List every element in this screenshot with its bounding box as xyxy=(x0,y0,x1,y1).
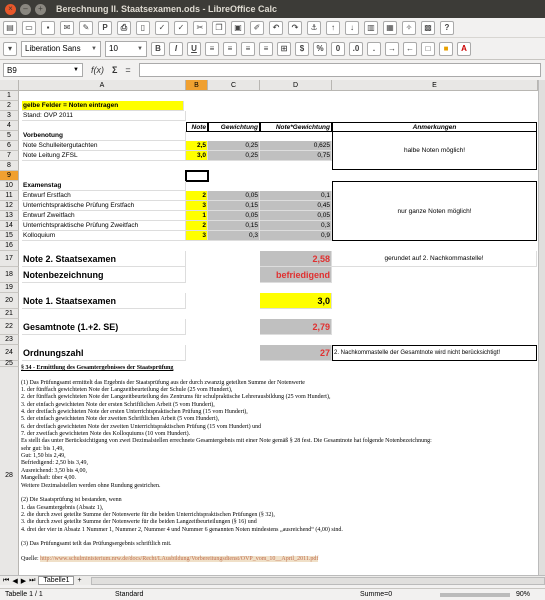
prev-sheet-icon[interactable]: ◀ xyxy=(12,577,18,585)
sheet-tab-tabelle1[interactable]: Tabelle1 xyxy=(38,576,74,585)
select-all-corner[interactable] xyxy=(0,80,19,91)
cell-a11[interactable]: Entwurf Erstfach xyxy=(22,191,186,201)
chevron-down-icon: ▼ xyxy=(73,67,79,73)
row-header-19[interactable]: 19 xyxy=(0,283,19,293)
cell-a13[interactable]: Entwurf Zweitfach xyxy=(22,211,186,221)
cell-a12[interactable]: Unterrichtspraktische Prüfung Erstfach xyxy=(22,201,186,211)
chart-icon[interactable]: ▥ xyxy=(364,21,378,35)
cell-reference: B9 xyxy=(7,65,17,75)
copy-icon[interactable]: ❐ xyxy=(212,21,226,35)
chevron-down-icon: ▼ xyxy=(91,45,97,52)
sheet-tab-bar xyxy=(0,575,545,585)
cell-a2[interactable]: gelbe Felder = Noten eintragen xyxy=(22,101,184,111)
cell-c12[interactable]: 0,15 xyxy=(208,201,260,211)
cell-e5-e8[interactable]: halbe Noten möglich! xyxy=(332,132,537,170)
align-center-icon[interactable]: ≡ xyxy=(223,42,237,56)
cell-c14[interactable]: 0,15 xyxy=(208,221,260,231)
edit-file-icon[interactable]: ✎ xyxy=(79,21,93,35)
function-wizard-icon[interactable]: f(x) xyxy=(91,65,104,75)
row-header-4[interactable]: 4 xyxy=(0,121,19,131)
column-header-d[interactable]: D xyxy=(260,80,332,91)
cell-b14[interactable]: 2 xyxy=(186,221,208,231)
cell-c11[interactable]: 0,05 xyxy=(208,191,260,201)
bold-icon[interactable]: B xyxy=(151,42,165,56)
hyperlink-icon[interactable]: ⚓ xyxy=(307,21,321,35)
row-header-15[interactable]: 15 xyxy=(0,231,19,241)
italic-icon[interactable]: I xyxy=(169,42,183,56)
cell-a3[interactable]: Stand: OVP 2011 xyxy=(22,111,186,121)
cut-icon[interactable]: ✂ xyxy=(193,21,207,35)
export-pdf-icon[interactable]: P xyxy=(98,21,112,35)
number-format-icon[interactable]: 0 xyxy=(331,42,345,56)
row-header-20[interactable]: 20 xyxy=(0,293,19,309)
outdent-icon[interactable]: ← xyxy=(403,42,417,56)
column-header-c[interactable]: C xyxy=(208,80,260,91)
row-header-8[interactable]: 8 xyxy=(0,161,19,171)
cell-c6[interactable]: 0,25 xyxy=(208,141,260,151)
cell-a14[interactable]: Unterrichtspraktische Prüfung Zweitfach xyxy=(22,221,186,231)
name-box[interactable] xyxy=(3,63,83,77)
new-document-icon[interactable]: ▤ xyxy=(3,21,17,35)
cell-a7[interactable]: Note Leitung ZFSL xyxy=(22,151,186,161)
borders-icon[interactable]: □ xyxy=(421,42,435,56)
cell-d12[interactable]: 0,45 xyxy=(260,201,332,211)
align-left-icon[interactable]: ≡ xyxy=(205,42,219,56)
row-header-16[interactable]: 16 xyxy=(0,241,19,251)
legal-paragraphs: (1) Das Prüfungsamt ermittelt das Ergebnis der Staatsprüfung aus der durch zwanzig geteilten Summe der Notenwerte 1. der fünffach gewichteten Note der Langzeitbeurteilung der Schule (25 vom Hundert), 2. der fünffach gewichteten Note der Langzeitbeurteilung des Zentrums für schulpraktische Lehrerausbildung (25 vom Hundert), 3. der einfach gewichteten Note der ersten Schriftlichen Arbeit (5 vom Hundert), 4. der dreifach gewichteten Note der ersten Unterrichtspraktischen Prüfung (15 vom Hundert), 5. der einfach gewichteten Note der zweiten Schriftlichen Arbeit (5 vom Hundert), 6. der dreifach gewichteten Note der zweiten Unterrichtspraktischen Prüfung (15 vom Hundert) und 7. der zweifach gewichteten Note des Kolloquiums (10 vom Hundert). Es stellt das unter Berücksichtigung von zwei Dezimalstellen errechnete Gesamtergebnis mit einer Note gemäß § 28 fest. Die Gesamtnote hat folgende Notenbezeichnung: sehr gut: bis 1,49, Gut: 1,50 bis 2,49, Befriedigend: 2,50 bis 3,49, Ausreichend: 3,50 bis 4,00, Mangelhaft: über 4,00. Weitere Dezimalstellen werden ohne Rundung gestrichen. (2) Die Staatsprüfung ist bestanden, wenn 1. das Gesamtergebnis (Absatz 1), 2. die durch zwei geteilte Summe der Notenwerte für die beiden Unterrichtspraktischen Prüfungen (§ 32), 3. die durch zwei geteilte Summe der Notenwerte für die beiden Langzeitbeurteilungen (§ 16) und 4. drei der vier in Absatz 1 Nummer 1, Nummer 2, Nummer 4 und Nummer 6 genannten Noten mindestens „ausreichend“ (4,00) sind. (3) Das Prüfungsamt teilt das Prüfungsergebnis schriftlich mit. xyxy=(21,379,432,548)
formula-input[interactable] xyxy=(139,63,541,77)
row-header-9[interactable]: 9 xyxy=(0,171,19,181)
sort-descending-icon[interactable]: ↓ xyxy=(345,21,359,35)
spreadsheet-grid[interactable] xyxy=(0,80,538,585)
row-header-14[interactable]: 14 xyxy=(0,221,19,231)
source-link[interactable]: http://www.schulministerium.nrw.de/docs/Recht/LAusbildung/Vorbereitungsdienst/OVP_vom_10__April_2011.pdf xyxy=(40,555,319,562)
cell-a15[interactable]: Kolloquium xyxy=(22,231,186,241)
row-header-23[interactable]: 23 xyxy=(0,335,19,345)
cell-a5[interactable]: Vorbenotung xyxy=(22,131,186,141)
cell-a10[interactable]: Examenstag xyxy=(22,181,186,191)
row-header-12[interactable]: 12 xyxy=(0,201,19,211)
legal-heading: § 34 - Ermittlung des Gesamtergebnisses der Staatsprüfung xyxy=(21,365,174,371)
styles-icon[interactable]: ▾ xyxy=(3,42,17,56)
row-header-24[interactable]: 24 xyxy=(0,345,19,361)
row-header-18[interactable]: 18 xyxy=(0,267,19,283)
cell-a20[interactable]: Note 1. Staatsexamen xyxy=(22,293,186,309)
vertical-scrollbar[interactable] xyxy=(538,80,545,585)
cell-d17[interactable]: 2,58 xyxy=(260,251,332,267)
print-preview-icon[interactable]: ▯ xyxy=(136,21,150,35)
cell-d7[interactable]: 0,75 xyxy=(260,151,332,161)
cell-b7[interactable]: 3,0 xyxy=(186,151,208,161)
clone-format-icon[interactable]: ✐ xyxy=(250,21,264,35)
cell-d11[interactable]: 0,1 xyxy=(260,191,332,201)
row-header-17[interactable]: 17 xyxy=(0,251,19,267)
merge-cells-icon[interactable]: ⊞ xyxy=(277,42,291,56)
chevron-down-icon: ▼ xyxy=(137,45,143,52)
cell-a6[interactable]: Note Schulleitergutachten xyxy=(22,141,186,151)
zoom-level[interactable]: 90% xyxy=(516,591,531,598)
row-header-28[interactable]: 28 xyxy=(0,367,19,585)
next-sheet-icon[interactable]: ▶ xyxy=(20,577,27,585)
percent-icon[interactable]: % xyxy=(313,42,327,56)
formula-bar xyxy=(0,62,545,78)
cell-e4[interactable]: Anmerkungen xyxy=(332,122,537,132)
open-folder-icon[interactable]: ▭ xyxy=(22,21,36,35)
paste-icon[interactable]: ▣ xyxy=(231,21,245,35)
close-window-button[interactable]: × xyxy=(5,4,16,15)
autospellcheck-icon[interactable]: ✓ xyxy=(174,21,188,35)
pivot-table-icon[interactable]: ▦ xyxy=(383,21,397,35)
first-sheet-icon[interactable]: ⏮ xyxy=(3,576,10,584)
gallery-icon[interactable]: ▩ xyxy=(421,21,435,35)
column-header-b[interactable]: B xyxy=(186,80,208,91)
email-icon[interactable]: ✉ xyxy=(60,21,74,35)
save-icon[interactable]: ▪ xyxy=(41,21,55,35)
cell-a17[interactable]: Note 2. Staatsexamen xyxy=(22,251,186,267)
row-header-22[interactable]: 22 xyxy=(0,319,19,335)
horizontal-scrollbar[interactable] xyxy=(91,577,545,585)
cell-d18[interactable]: befriedigend xyxy=(260,267,332,283)
page-style: Standard xyxy=(115,591,144,598)
window-title: Berechnung II. Staatsexamen.ods - LibreOffice Calc xyxy=(56,4,278,14)
cell-d22[interactable]: 2,79 xyxy=(260,319,332,335)
navigator-icon[interactable]: ✧ xyxy=(402,21,416,35)
row-header-10[interactable]: 10 xyxy=(0,181,19,191)
currency-icon[interactable]: $ xyxy=(295,42,309,56)
selection-sum: Summe=0 xyxy=(360,591,393,598)
last-sheet-icon[interactable]: ⏭ xyxy=(29,576,36,584)
remove-decimal-icon[interactable]: . xyxy=(367,42,381,56)
row-header-3[interactable]: 3 xyxy=(0,111,19,121)
add-sheet-icon[interactable]: + xyxy=(77,577,82,584)
maximize-window-button[interactable]: + xyxy=(35,4,46,15)
cell-b9-selected[interactable] xyxy=(185,170,209,182)
sheet-position: Tabelle 1 / 1 xyxy=(5,591,43,598)
font-color-icon[interactable]: A xyxy=(457,42,471,56)
row-header-13[interactable]: 13 xyxy=(0,211,19,221)
row-header-6[interactable]: 6 xyxy=(0,141,19,151)
font-name-combo[interactable] xyxy=(21,41,101,57)
formatting-toolbar xyxy=(0,38,545,60)
cell-a24[interactable]: Ordnungszahl xyxy=(22,345,186,361)
sort-ascending-icon[interactable]: ↑ xyxy=(326,21,340,35)
print-icon[interactable]: ⎙ xyxy=(117,21,131,35)
font-size-value: 10 xyxy=(109,44,118,53)
cell-e10-e15[interactable]: nur ganze Noten möglich! xyxy=(332,181,537,241)
row-header-5[interactable]: 5 xyxy=(0,131,19,141)
standard-toolbar xyxy=(0,18,545,38)
cell-c13[interactable]: 0,05 xyxy=(208,211,260,221)
cell-b11[interactable]: 2 xyxy=(186,191,208,201)
redo-icon[interactable]: ↷ xyxy=(288,21,302,35)
status-bar xyxy=(0,588,545,600)
underline-icon[interactable]: U xyxy=(187,42,201,56)
background-color-icon[interactable]: ■ xyxy=(439,42,453,56)
cell-c7[interactable]: 0,25 xyxy=(208,151,260,161)
spellcheck-icon[interactable]: ✓ xyxy=(155,21,169,35)
title-bar xyxy=(0,0,545,18)
cell-c4[interactable]: Gewichtung xyxy=(208,122,260,132)
cell-d14[interactable]: 0,3 xyxy=(260,221,332,231)
minimize-window-button[interactable]: – xyxy=(20,4,31,15)
cell-b4[interactable]: Note xyxy=(186,122,208,132)
add-decimal-icon[interactable]: .0 xyxy=(349,42,363,56)
row-header-2[interactable]: 2 xyxy=(0,101,19,111)
cell-c15[interactable]: 0,3 xyxy=(208,231,260,241)
cell-a28-legal-text[interactable] xyxy=(21,365,536,563)
cell-a18[interactable]: Notenbezeichnung xyxy=(22,267,186,283)
cell-b13[interactable]: 1 xyxy=(186,211,208,221)
undo-icon[interactable]: ↶ xyxy=(269,21,283,35)
justify-icon[interactable]: ≡ xyxy=(259,42,273,56)
font-size-combo[interactable] xyxy=(105,41,147,57)
indent-icon[interactable]: → xyxy=(385,42,399,56)
column-header-e[interactable]: E xyxy=(332,80,538,91)
row-header-1[interactable]: 1 xyxy=(0,91,19,101)
column-header-a[interactable]: A xyxy=(19,80,186,91)
cell-d13[interactable]: 0,05 xyxy=(260,211,332,221)
cell-a22[interactable]: Gesamtnote (1.+2. SE) xyxy=(22,319,186,335)
row-header-7[interactable]: 7 xyxy=(0,151,19,161)
cell-b12[interactable]: 3 xyxy=(186,201,208,211)
row-header-21[interactable]: 21 xyxy=(0,309,19,319)
cell-e17[interactable]: gerundet auf 2. Nachkommastelle! xyxy=(332,251,537,267)
row-header-25[interactable]: 25 xyxy=(0,361,19,367)
formula-icon[interactable]: = xyxy=(125,65,131,75)
cell-e24[interactable]: 2. Nachkommastelle der Gesamtnote wird nicht berücksichtigt! xyxy=(332,345,537,361)
help-icon[interactable]: ? xyxy=(440,21,454,35)
source-label: Quelle: xyxy=(21,555,39,562)
cell-d15[interactable]: 0,9 xyxy=(260,231,332,241)
row-header-11[interactable]: 11 xyxy=(0,191,19,201)
align-right-icon[interactable]: ≡ xyxy=(241,42,255,56)
cell-b15[interactable]: 3 xyxy=(186,231,208,241)
cell-b6[interactable]: 2,5 xyxy=(186,141,208,151)
cell-d20[interactable]: 3,0 xyxy=(260,293,332,309)
zoom-slider[interactable] xyxy=(440,593,510,597)
sum-icon[interactable]: Σ xyxy=(112,65,118,75)
cell-d24[interactable]: 27 xyxy=(260,345,332,361)
cell-d6[interactable]: 0,625 xyxy=(260,141,332,151)
cell-d4[interactable]: Note*Gewichtung xyxy=(260,122,332,132)
font-name-value: Liberation Sans xyxy=(25,44,81,53)
